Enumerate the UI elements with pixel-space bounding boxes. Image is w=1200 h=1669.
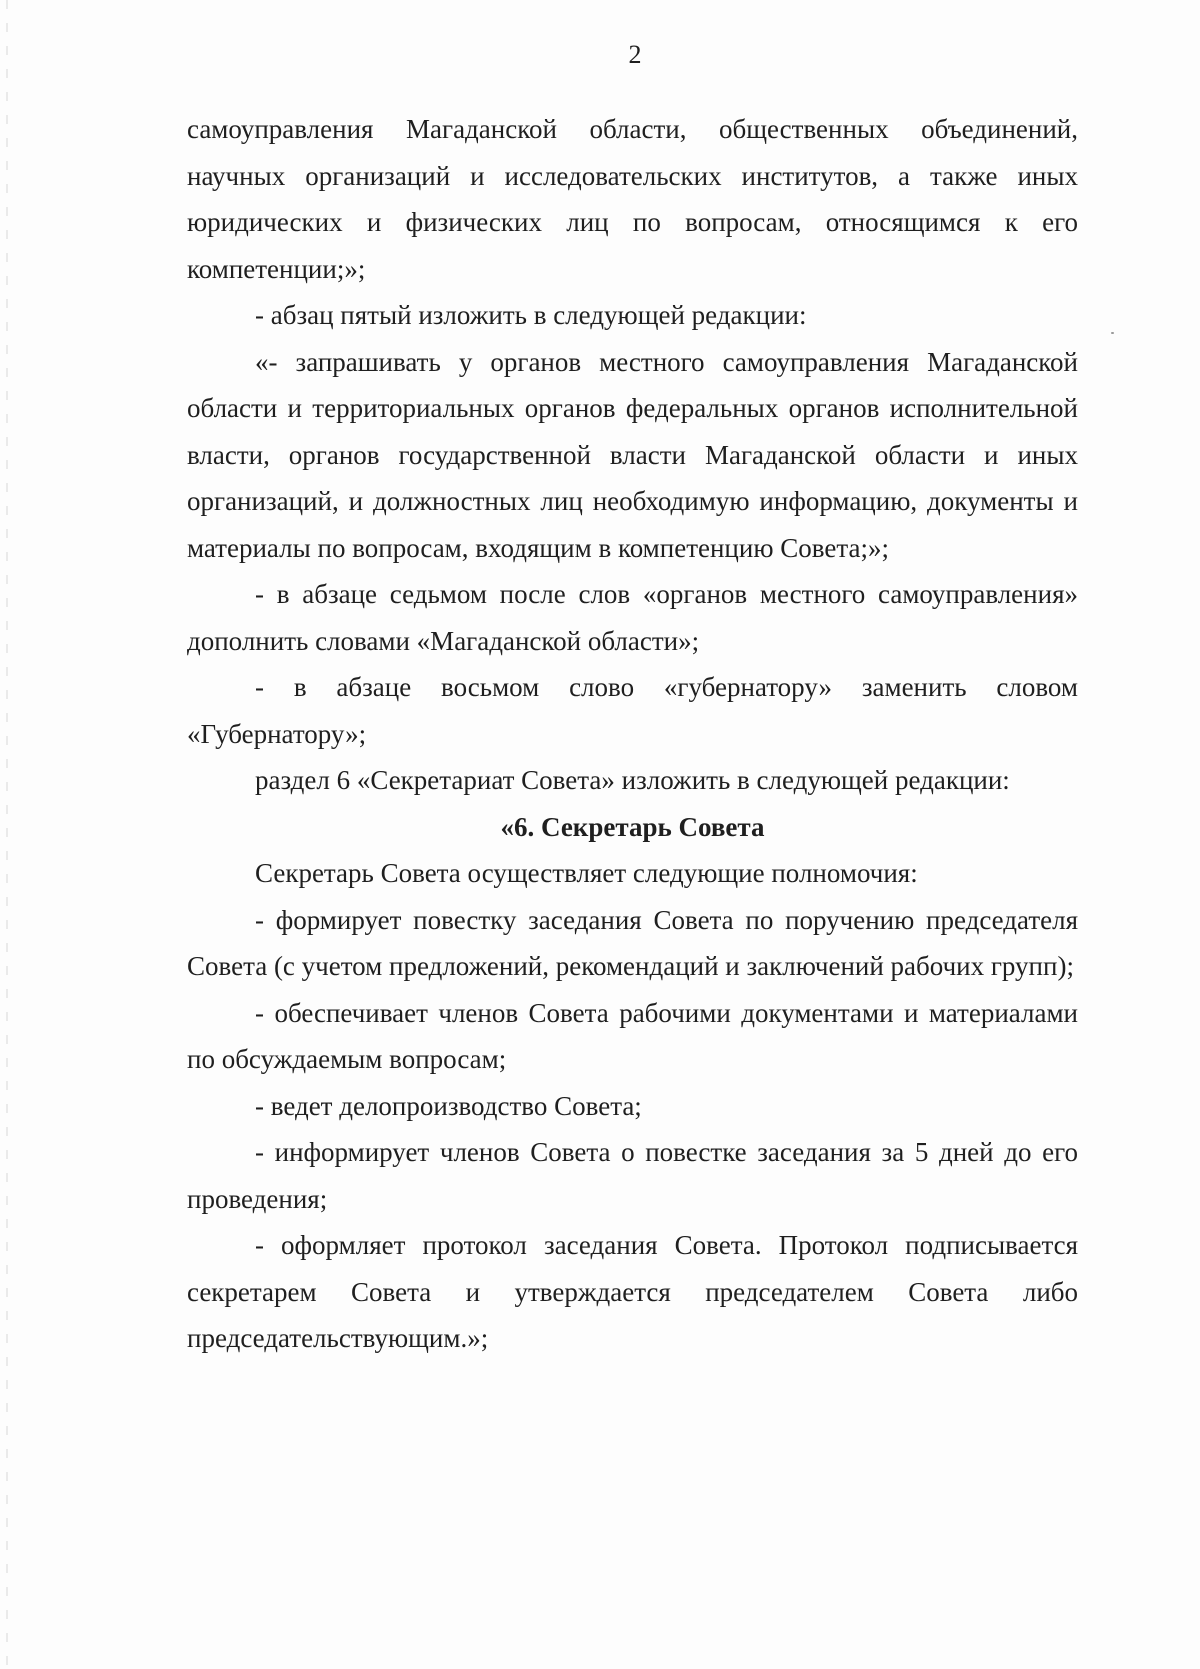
paragraph-continuation: самоуправления Магаданской области, общественных объединений, научных организаций и исследовательских институтов, а также иных юридических и физических лиц по вопросам, относящимся к его компетенции;»; [187,114,1078,284]
list-item-records: - ведет делопроизводство Совета; [255,1090,642,1121]
document-body [187,106,1078,1362]
paragraph-request-info: «- запрашивать у органов местного самоуправления Магаданской области и территориальных органов федеральных органов исполнительной власти, органов государственной власти Магаданской области и иных организаций, и должностных лиц необходимую информацию, документы и материалы по вопросам, входящим в компетенцию Совета;»; [187,346,1078,563]
paragraph-amendment-para8: - в абзаце восьмом слово «губернатору» заменить словом «Губернатору»; [187,672,1078,749]
list-item-inform: - информирует членов Совета о повестке заседания за 5 дней до его проведения; [187,1137,1078,1214]
list-item-agenda: - формирует повестку заседания Совета по поручению председателя Совета (с учетом предложений, рекомендаций и заключений рабочих групп); [187,904,1078,981]
paragraph-section6-amendment: раздел 6 «Секретариат Совета» изложить в следующей редакции: [255,765,1010,795]
list-item-protocol: - оформляет протокол заседания Совета. Протокол подписывается секретарем Совета и утверждается председателем Совета либо председательствующим.»; [187,1230,1078,1353]
paragraph-amendment-para5: - абзац пятый изложить в следующей редакции: [255,300,807,330]
page-number: 2 [628,40,642,69]
section-heading: «6. Секретарь Совета [500,811,765,842]
paragraph-secretary-powers: Секретарь Совета осуществляет следующие полномочия: [255,858,918,888]
paragraph-amendment-para7: - в абзаце седьмом после слов «органов местного самоуправления» дополнить словами «Магаданской области»; [187,579,1078,656]
list-item-materials: - обеспечивает членов Совета рабочими документами и материалами по обсуждаемым вопросам; [187,997,1078,1074]
scan-speck [1111,332,1114,334]
scan-edge-marks [6,0,8,1669]
